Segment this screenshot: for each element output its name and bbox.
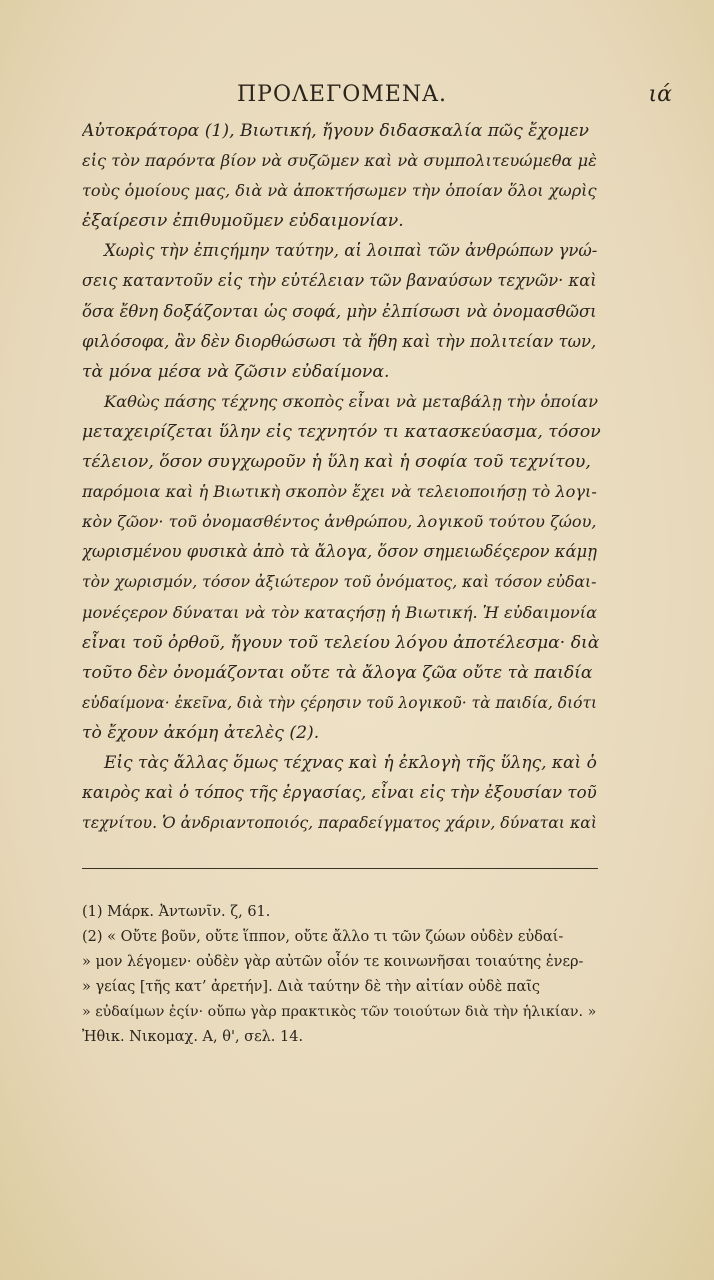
text-line: κὸν ζῶον· τοῦ ὀνομασθέντος ἀνθρώπου, λογικοῦ τούτου ζώου, (82, 512, 597, 532)
text-line: Αὐτοκράτορα (1), Βιωτική, ἤγουν διδασκαλία πῶς ἔχομεν (82, 121, 589, 141)
text-line: χωρισμένου φυσικὰ ἀπὸ τὰ ἄλογα, ὅσον σημειωδέςερον κάμῃ (82, 542, 597, 562)
footnote-line: » εὐδαίμων ἐςίν· οὔπω γὰρ πρακτικὸς τῶν τοιούτων διὰ τὴν ἡλικίαν. » (82, 1004, 597, 1020)
text-line: παρόμοια καὶ ἡ Βιωτικὴ σκοπὸν ἔχει νὰ τελειοποιήσῃ τὸ λογι- (82, 482, 597, 502)
footnote-line: (2) « Οὔτε βοῦν, οὔτε ἵππον, οὔτε ἄλλο τι τῶν ζώων οὐδὲν εὐδαί- (82, 929, 564, 945)
footnotes (82, 900, 602, 1050)
footnote-line: (1) Μάρκ. Ἀντωνῖν. ζ, 61. (82, 904, 271, 920)
text-line: μεταχειρίζεται ὕλην εἰς τεχνητόν τι κατασκεύασμα, τόσον (82, 421, 601, 442)
footnote-line: » μον λέγομεν· οὐδὲν γὰρ αὐτῶν οἷόν τε κοινωνῆσαι τοιαύτης ἐνερ- (82, 954, 584, 970)
text-line: Καθὼς πάσης τέχνης σκοπὸς εἶναι νὰ μεταβάλῃ τὴν ὁποίαν (104, 391, 598, 411)
page-number: ιά (648, 82, 672, 107)
main-text (82, 116, 602, 838)
text-line: τοὺς ὁμοίους μας, διὰ νὰ ἀποκτήσωμεν τὴν ὁποίαν ὅλοι χωρὶς (82, 181, 597, 201)
text-line: Χωρὶς τὴν ἐπιςήμην ταύτην, αἱ λοιπαὶ τῶν ἀνθρώπων γνώ- (104, 241, 598, 261)
text-line: σεις καταντοῦν εἰς τὴν εὐτέλειαν τῶν βαναύσων τεχνῶν· καὶ (82, 271, 597, 291)
page-header (82, 82, 672, 116)
text-line: Εἰς τὰς ἄλλας ὅμως τέχνας καὶ ἡ ἐκλογὴ τῆς ὕλης, καὶ ὁ (104, 752, 597, 773)
text-line: καιρὸς καὶ ὁ τόπος τῆς ἐργασίας, εἶναι εἰς τὴν ἐξουσίαν τοῦ (82, 783, 597, 803)
text-line: μονέςερον δύναται νὰ τὸν καταςήσῃ ἡ Βιωτική. Ἡ εὐδαιμονία (82, 602, 598, 622)
text-line: ὅσα ἔθνη δοξάζονται ὡς σοφά, μὴν ἐλπίσωσι νὰ ὀνομασθῶσι (82, 301, 597, 321)
text-line: εἶναι τοῦ ὀρθοῦ, ἤγουν τοῦ τελείου λόγου ἀποτέλεσμα· διὰ (82, 632, 600, 653)
text-line: ἐξαίρεσιν ἐπιθυμοῦμεν εὐδαιμονίαν. (82, 211, 404, 232)
running-title: ΠΡΟΛΕΓΟΜΕΝΑ. (237, 82, 447, 107)
text-line: εἰς τὸν παρόντα βίον νὰ συζῶμεν καὶ νὰ συμπολιτευώμεθα μὲ (82, 151, 597, 171)
text-line: τὰ μόνα μέσα νὰ ζῶσιν εὐδαίμονα. (82, 361, 390, 382)
footnote-line: Ἠθικ. Νικομαχ. Α, θ', σελ. 14. (82, 1029, 304, 1045)
text-line: τέλειον, ὅσον συγχωροῦν ἡ ὕλη καὶ ἡ σοφία τοῦ τεχνίτου, (82, 452, 591, 473)
text-line: εὐδαίμονα· ἐκεῖνα, διὰ τὴν ςέρησιν τοῦ λογικοῦ· τὰ παιδία, διότι (82, 693, 598, 712)
text-line: τὸ ἔχουν ἀκόμη ἀτελὲς (2). (82, 722, 320, 743)
text-line: τὸν χωρισμόν, τόσον ἀξιώτερον τοῦ ὀνόματος, καὶ τόσον εὐδαι- (82, 572, 597, 592)
text-line: τοῦτο δὲν ὀνομάζονται οὔτε τὰ ἄλογα ζῶα οὔτε τὰ παιδία (82, 662, 593, 683)
text-line: τεχνίτου. Ὁ ἀνδριαντοποιός, παραδείγματος χάριν, δύναται καὶ (82, 813, 598, 833)
text-line: φιλόσοφα, ἂν δὲν διορθώσωσι τὰ ἤθη καὶ τὴν πολιτείαν των, (82, 331, 597, 351)
footnote-line: » γείας [τῆς κατ’ ἀρετήν]. Διὰ ταύτην δὲ τὴν αἰτίαν οὐδὲ παῖς (82, 979, 541, 995)
footnote-divider (82, 868, 598, 869)
